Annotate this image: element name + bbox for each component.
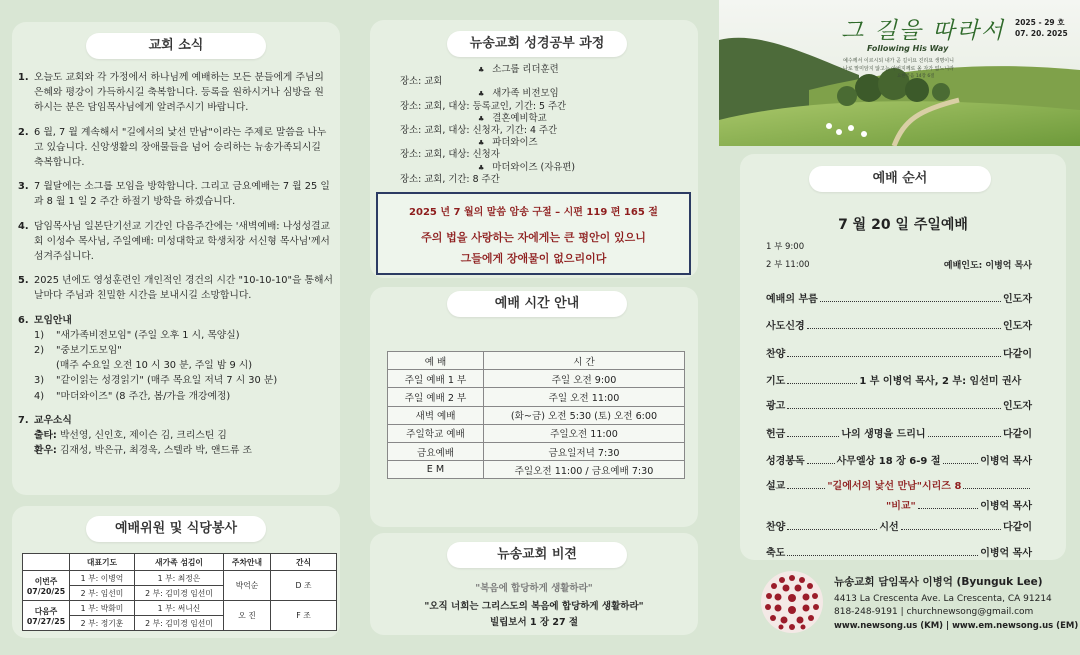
meeting-number: 2)	[34, 345, 45, 357]
times-title: 예배 시간 안내	[447, 291, 627, 317]
times-header-row	[388, 352, 685, 370]
order-row	[766, 397, 1032, 412]
study-detail: 장소: 교회, 대상: 등록교인, 기간: 5 주간	[400, 100, 567, 112]
duty-header-row	[23, 554, 337, 571]
table-row	[388, 406, 685, 424]
duty-snack: F 조	[271, 601, 337, 631]
duty-greeter: 2 부: 김미경 임선미	[135, 616, 224, 631]
leader-dots	[787, 477, 825, 489]
times-service: 주일 예배 1 부	[388, 370, 484, 388]
cover-title: 그 길을 따라서	[841, 18, 1005, 44]
news-list	[18, 70, 333, 467]
meetings-body	[34, 313, 333, 404]
leader-dots	[918, 497, 978, 509]
duty-prayer: 2 부: 정기훈	[70, 616, 135, 631]
study-detail: 장소: 교회	[400, 76, 443, 88]
meetings-section	[18, 313, 333, 404]
table-row	[388, 370, 685, 388]
times-time: 주일 오전 9:00	[484, 370, 685, 388]
duty-parking: 박억순	[224, 571, 271, 601]
duty-week-label: 다음주	[34, 606, 58, 616]
news-item	[18, 273, 333, 303]
table-row	[23, 571, 337, 586]
news-item-number: 5.	[18, 275, 29, 287]
members-title: 교우소식	[34, 414, 72, 426]
memory-verse-line: 주의 법을 사랑하는 자에게는 큰 평안이 있으니	[421, 231, 646, 244]
order-row	[766, 518, 1032, 533]
times-time: 금요일저녁 7:30	[484, 442, 685, 460]
news-item-text: 2025 년에도 영성훈련인 개인적인 경건의 시간 "10-10-10"을 통해서 날마다 주님과 친밀한 시간을 보내시길 소망합니다.	[34, 275, 333, 302]
vision-quote: "오직 너희는 그리스도의 복음에 합당하게 생활하라"	[424, 601, 644, 612]
sermon-title: "비교"	[886, 501, 916, 512]
order-person: 다같이	[1003, 349, 1032, 360]
news-item-number: 2.	[18, 126, 29, 138]
study-course-name: 파더와이즈	[492, 137, 538, 149]
leader-dots	[787, 345, 1001, 357]
order-row	[766, 290, 1032, 305]
order-item: 설교	[766, 481, 786, 492]
duty-snack: D 조	[271, 571, 337, 601]
news-item-text: 7 월달에는 소그룹 모임을 방학합니다. 그리고 금요예배는 7 월 25 일과 8 월 1 일 2 주간 하절기 방학을 하겠습니다.	[34, 181, 330, 208]
leader-dots	[787, 518, 877, 530]
duty-header: 간식	[271, 554, 337, 571]
news-item-text: 오늘도 교회와 각 가정에서 하나님께 예배하는 모든 분들에게 주님의 은혜와 평강이 가득하시길 축복합니다. 등록을 원하시거나 심방을 원하시는 분은 담임목사님에게 알려주시기 바랍니다.	[34, 72, 324, 114]
order-row	[766, 497, 1032, 512]
order-heading: 7 월 20 일 주일예배	[838, 217, 968, 233]
leader-dots	[787, 372, 857, 384]
order-item: 찬양	[766, 522, 786, 533]
order-person: 다같이	[1003, 522, 1032, 533]
table-row	[388, 442, 685, 460]
times-time: 주일오전 11:00 / 금요예배 7:30	[484, 461, 685, 479]
study-course-name: 새가족 비전모임	[492, 88, 559, 100]
vision-motto: "복음에 합당하게 생활하라"	[475, 583, 593, 594]
order-person: 인도자	[1003, 294, 1032, 305]
leader-dots	[787, 544, 978, 556]
cover-verse-reference: 요한복음 14장 6절	[897, 74, 935, 79]
memory-verse-box	[376, 192, 691, 275]
times-service: E M	[388, 461, 484, 479]
news-item	[18, 70, 333, 116]
members-section	[18, 413, 333, 459]
order-item: 광고	[766, 401, 786, 412]
order-row	[766, 544, 1032, 559]
order-row	[766, 372, 1032, 387]
duty-table	[22, 553, 337, 631]
meeting-text: "중보기도모임"	[56, 345, 122, 357]
order-item: 찬양	[766, 349, 786, 360]
leader-dots	[807, 452, 835, 464]
study-course	[400, 113, 690, 125]
news-item	[18, 125, 333, 171]
leader-dots	[928, 425, 1001, 437]
vision-title: 뉴송교회 비젼	[447, 542, 627, 568]
duty-prayer: 1 부: 박화미	[70, 601, 135, 616]
times-service: 주일 예배 2 부	[388, 388, 484, 406]
times-time: 주일 오전 11:00	[484, 388, 685, 406]
members-ill-names: 김재성, 박은규, 최경욱, 스텔라 박, 앤드류 조	[56, 445, 252, 457]
meeting-number: 3)	[34, 375, 45, 387]
order-row	[766, 317, 1032, 332]
cover-verse: 나로 말미암지 않고는 아버지께로 올 자가 없느니라	[843, 66, 954, 72]
church-contact: 818-248-9191 | churchnewsong@gmail.com	[834, 607, 1034, 617]
leader-dots	[807, 317, 1001, 329]
news-item-number: 6.	[18, 314, 29, 326]
meeting-item	[34, 389, 333, 404]
meeting-item	[34, 358, 333, 373]
leader-dots	[963, 477, 1030, 489]
news-item	[18, 219, 333, 265]
news-item-number: 4.	[18, 220, 29, 232]
order-person: 이병억 목사	[980, 501, 1032, 512]
meeting-item	[34, 343, 333, 358]
memory-verse-line: 그들에게 장애물이 없으리이다	[460, 252, 607, 265]
members-body	[34, 413, 333, 459]
table-row	[388, 388, 685, 406]
members-away-label: 출타:	[34, 430, 57, 442]
leader-dots	[820, 290, 1001, 302]
study-title: 뉴송교회 성경공부 과정	[447, 31, 627, 57]
study-course-name: 소그룹 리더훈련	[492, 64, 559, 75]
order-person: 이병억 목사	[980, 456, 1032, 467]
members-away	[34, 428, 333, 443]
meeting-text: "같이읽는 성경읽기" (매주 목요일 저녁 7 시 30 분)	[56, 375, 278, 387]
study-detail: 장소: 교회, 대상: 신청자	[400, 149, 500, 161]
duty-header: 새가족 섬김이	[135, 554, 224, 571]
duty-prayer: 1 부: 이병억	[70, 571, 135, 586]
times-service: 새벽 예배	[388, 406, 484, 424]
table-row	[388, 461, 685, 479]
times-header: 시 간	[484, 352, 685, 370]
sermon-series: "길에서의 낯선 만남"시리즈 8	[827, 481, 962, 492]
study-detail: 장소: 교회, 기간: 8 주간	[400, 173, 500, 185]
meeting-text: "새가족비전모임" (주일 오후 1 시, 목양실)	[56, 329, 240, 341]
duty-header: 대표기도	[70, 554, 135, 571]
order-hymn: 시선	[879, 522, 899, 533]
members-ill-label: 환우:	[34, 445, 57, 457]
news-item-number: 3.	[18, 181, 29, 193]
duty-greeter: 1 부: 최정은	[135, 571, 224, 586]
news-item	[18, 179, 333, 209]
order-item: 헌금	[766, 429, 786, 440]
study-detail: 장소: 교회, 대상: 신청자, 기간: 4 주간	[400, 125, 558, 137]
news-item-number: 7.	[18, 414, 29, 426]
duty-title: 예배위원 및 식당봉사	[86, 516, 266, 542]
duty-parking: 오 진	[224, 601, 271, 631]
meeting-item	[34, 373, 333, 388]
church-logo	[760, 570, 824, 634]
duty-prayer: 2 부: 임선미	[70, 586, 135, 601]
order-row	[766, 345, 1032, 360]
times-service: 금요예배	[388, 442, 484, 460]
meeting-number: 1)	[34, 329, 45, 341]
order-row	[766, 477, 1032, 492]
vision-reference: 빌립보서 1 장 27 절	[489, 617, 579, 628]
leader-dots	[787, 397, 1001, 409]
study-list	[400, 64, 690, 186]
duty-greeter: 2 부: 김미경 임선미	[135, 586, 224, 601]
duty-week	[23, 571, 70, 601]
news-item-text: 6 월, 7 월 계속해서 "길에서의 낯선 만남"이라는 주제로 말씀을 나누고 있습니다. 신앙생활의 장애물들을 넘어 승리하는 뉴송가족되시길 축복합니다.	[34, 126, 327, 169]
study-course-name: 결혼예비학교	[492, 112, 547, 124]
news-title: 교회 소식	[86, 33, 266, 59]
cover-subtitle: Following His Way	[867, 44, 949, 53]
meeting-number	[34, 358, 56, 373]
meeting-number: 4)	[34, 390, 45, 402]
times-time: (화~금) 오전 5:30 (토) 오전 6:00	[484, 406, 685, 424]
meeting-item	[34, 328, 333, 343]
church-website: www.newsong.us (KM) | www.em.newsong.us (EM)	[834, 621, 1079, 631]
times-header: 예 배	[388, 352, 484, 370]
order-person: 인도자	[1003, 401, 1032, 412]
duty-greeter: 1 부: 써니신	[135, 601, 224, 616]
meeting-text: "마더와이즈" (8 주간, 봄/가을 개강예정)	[56, 390, 231, 402]
duty-header	[23, 554, 70, 571]
service-time: 1 부 9:00	[766, 242, 805, 252]
order-item: 성경봉독	[766, 456, 805, 467]
table-row	[23, 601, 337, 616]
times-time: 주일오전 11:00	[484, 424, 685, 442]
memory-verse-heading: 2025 년 7 월의 말씀 암송 구절 – 시편 119 편 165 절	[409, 207, 658, 218]
order-scripture: 사무엘상 18 장 6-9 절	[836, 456, 941, 467]
club-icon: ♣	[478, 114, 485, 123]
news-item-text: 담임목사님 일본단기선교 기간인 다음주간에는 '새벽예배: 나성성결교회 이성수 목사님, 주일예배: 미성대학교 학생처장 서신형 목사님'께서 섬겨주십니다.	[34, 220, 331, 263]
meeting-text: (매주 수요일 오전 10 시 30 분, 주일 밤 9 시)	[56, 360, 253, 372]
study-course	[400, 64, 690, 76]
order-item: 사도신경	[766, 321, 805, 332]
order-person: 인도자	[1003, 321, 1032, 332]
meetings-title: 모임안내	[34, 314, 72, 326]
cover-image	[719, 0, 1080, 146]
issue-number: 2025 - 29 호	[1015, 18, 1065, 27]
leader-dots	[787, 425, 839, 437]
club-icon: ♣	[478, 163, 485, 172]
duty-week	[23, 601, 70, 631]
club-icon: ♣	[478, 90, 485, 99]
church-name: 뉴송교회 담임목사 이병억 (Byunguk Lee)	[834, 576, 1043, 588]
times-table	[387, 351, 685, 479]
duty-week-label: 이번주	[34, 576, 58, 586]
study-course	[400, 162, 690, 174]
club-icon: ♣	[478, 66, 485, 74]
study-course	[400, 88, 690, 100]
table-row	[388, 424, 685, 442]
members-away-names: 박선영, 신인호, 제이슨 김, 크리스틴 김	[56, 430, 227, 442]
issue-date: 07. 20. 2025	[1015, 29, 1068, 38]
duty-week-date: 07/27/25	[26, 616, 66, 626]
times-service: 주일학교 예배	[388, 424, 484, 442]
study-course-name: 마더와이즈 (자유편)	[492, 161, 576, 173]
order-item: 축도	[766, 548, 786, 559]
study-course	[400, 137, 690, 149]
order-person: 다같이	[1003, 429, 1032, 440]
order-row	[766, 425, 1032, 440]
order-row	[766, 452, 1032, 467]
order-person: 이병억 목사	[980, 548, 1032, 559]
cover-verse: 예수께서 이르시되 내가 곧 길이요 진리요 생명이니	[843, 58, 954, 64]
order-hymn: 나의 생명을 드리니	[841, 429, 926, 440]
club-icon: ♣	[478, 139, 485, 148]
order-item: 예배의 부름	[766, 294, 818, 305]
leader-dots	[943, 452, 979, 464]
church-address: 4413 La Crescenta Ave. La Crescenta, CA 91214	[834, 594, 1052, 604]
order-item	[766, 497, 886, 512]
members-ill	[34, 443, 333, 458]
news-item-number: 1.	[18, 72, 29, 83]
order-item: 기도	[766, 376, 786, 387]
duty-header: 주차안내	[224, 554, 271, 571]
service-time: 2 부 11:00	[766, 260, 810, 270]
worship-leader: 예배인도: 이병억 목사	[943, 261, 1032, 271]
leader-dots	[901, 518, 1001, 530]
order-person: 1 부 이병억 목사, 2 부: 임선미 권사	[859, 376, 1022, 387]
order-title: 예배 순서	[809, 166, 991, 192]
duty-week-date: 07/20/25	[26, 586, 66, 596]
